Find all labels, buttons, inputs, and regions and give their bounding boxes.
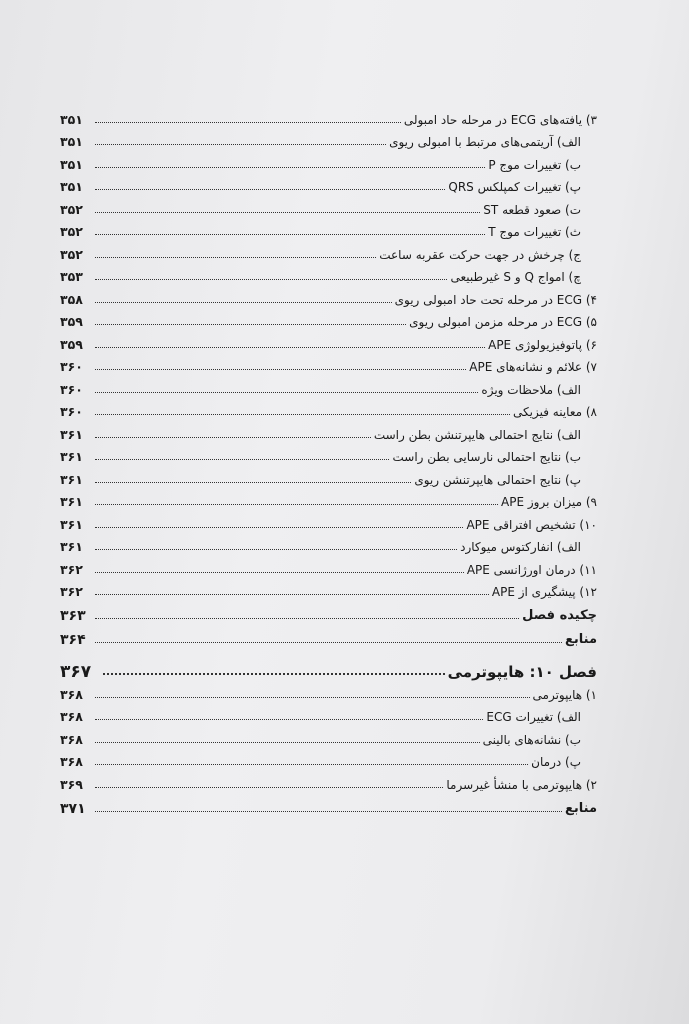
dot-leader bbox=[95, 742, 480, 743]
toc-entry-title: ۳) یافته‌های ECG در مرحله حاد امبولی bbox=[403, 112, 597, 127]
dot-leader bbox=[95, 787, 443, 788]
dot-leader bbox=[95, 212, 480, 213]
dot-leader bbox=[95, 437, 371, 438]
toc-entry bbox=[60, 599, 597, 623]
toc-entry-title: ۱۰) تشخیص افتراقی APE bbox=[466, 517, 597, 532]
toc-entry-page-number: ۳۵۸ bbox=[60, 291, 83, 307]
toc-entry bbox=[60, 172, 597, 195]
toc-entry-title: ب) نتایج احتمالی نارسایی بطن راست bbox=[392, 450, 581, 464]
toc-entry-title: ت) صعود قطعه ST bbox=[483, 202, 581, 217]
toc-entry-page-number: ۳۵۲ bbox=[60, 246, 83, 262]
toc-entry-page-number: ۳۵۱ bbox=[60, 179, 83, 194]
toc-entry-page-number: ۳۵۹ bbox=[60, 336, 83, 352]
dot-leader bbox=[95, 122, 401, 123]
chapter-heading-row bbox=[60, 647, 597, 682]
toc-entry bbox=[60, 419, 597, 442]
toc-entry bbox=[60, 747, 597, 770]
toc-entry-page-number: ۳۵۹ bbox=[60, 314, 83, 329]
dot-leader bbox=[95, 347, 485, 348]
toc-entry-title: ب) تغییرات موج P bbox=[488, 157, 581, 172]
toc-entry bbox=[60, 127, 597, 150]
toc-entry bbox=[60, 623, 597, 647]
dot-leader bbox=[95, 392, 478, 393]
toc-entry-title: ۹) میزان بروز APE bbox=[501, 495, 597, 509]
toc-entry bbox=[60, 104, 597, 127]
dot-leader bbox=[95, 764, 528, 765]
toc-entry-page-number: ۳۷۱ bbox=[60, 800, 86, 817]
toc-entry-title: چ) امواج Q و S غیرطبیعی bbox=[450, 270, 581, 284]
toc-entry-page-number: ۳۶۰ bbox=[60, 381, 83, 397]
toc-entry bbox=[60, 532, 597, 555]
toc-entry-title: چکیده فصل bbox=[522, 608, 597, 623]
toc-entry-title: ۷) علائم و نشانه‌های APE bbox=[469, 360, 597, 374]
toc-entry bbox=[60, 329, 597, 352]
toc-entry-title: الف) آریتمی‌های مرتبط با امبولی ریوی bbox=[389, 135, 581, 149]
toc-entry-page-number: ۳۶۸ bbox=[60, 754, 83, 769]
dot-leader bbox=[95, 302, 392, 303]
toc-entry bbox=[60, 464, 597, 487]
toc-entry-page-number: ۳۵۲ bbox=[60, 224, 83, 239]
toc-entry-page-number: ۳۶۴ bbox=[60, 632, 86, 648]
toc-entry-title: پ) نتایج احتمالی هایپرتنشن ریوی bbox=[414, 472, 581, 487]
toc-entry-page-number: ۳۶۱ bbox=[60, 516, 83, 532]
table-of-contents bbox=[60, 104, 597, 816]
toc-entry-page-number: ۳۶۰ bbox=[60, 359, 83, 374]
dot-leader bbox=[95, 504, 498, 505]
toc-entry-page-number: ۳۶۳ bbox=[60, 608, 86, 624]
toc-entry bbox=[60, 487, 597, 510]
dot-leader bbox=[95, 697, 530, 698]
toc-entry-page-number: ۳۶۱ bbox=[60, 449, 83, 464]
toc-entry-title: ۱۲) پیشگیری از APE bbox=[491, 585, 597, 599]
toc-entry bbox=[60, 284, 597, 307]
toc-entry-page-number: ۳۵۳ bbox=[60, 269, 83, 284]
toc-entry-page-number: ۳۵۱ bbox=[60, 156, 83, 172]
dot-leader bbox=[103, 673, 445, 675]
toc-entry-title: منابع bbox=[565, 800, 597, 816]
dot-leader bbox=[95, 618, 519, 619]
toc-entry-page-number: ۳۶۱ bbox=[60, 494, 83, 509]
toc-entry bbox=[60, 217, 597, 240]
toc-entry-title: منابع bbox=[565, 632, 597, 647]
toc-entry bbox=[60, 577, 597, 600]
toc-entry-title: ۱) هایپوترمی bbox=[532, 687, 597, 702]
toc-entry-page-number: ۳۶۸ bbox=[60, 686, 83, 702]
toc-entry-page-number: ۳۶۱ bbox=[60, 471, 83, 487]
dot-leader bbox=[95, 257, 376, 258]
toc-entry-title: ۴) ECG در مرحله تحت حاد امبولی ریوی bbox=[394, 292, 597, 307]
toc-entry bbox=[60, 397, 597, 420]
toc-entry-title: ۱۱) درمان اورژانسی APE bbox=[466, 562, 597, 577]
toc-entry bbox=[60, 792, 597, 816]
toc-entry bbox=[60, 769, 597, 792]
dot-leader bbox=[95, 369, 466, 370]
toc-entry-page-number: ۳۶۸ bbox=[60, 731, 83, 747]
toc-entry bbox=[60, 239, 597, 262]
toc-entry-title: فصل ۱۰: هایپوترمی bbox=[447, 663, 597, 681]
toc-entry bbox=[60, 509, 597, 532]
toc-entry bbox=[60, 307, 597, 330]
toc-entry-page-number: ۳۶۷ bbox=[60, 662, 92, 682]
dot-leader bbox=[95, 527, 463, 528]
toc-entry bbox=[60, 352, 597, 375]
dot-leader bbox=[95, 234, 485, 235]
toc-entry-title: الف) نتایج احتمالی هایپرتنشن بطن راست bbox=[373, 427, 581, 442]
dot-leader bbox=[95, 279, 447, 280]
dot-leader bbox=[95, 144, 386, 145]
toc-entry-page-number: ۳۵۲ bbox=[60, 201, 83, 217]
toc-entry bbox=[60, 679, 597, 702]
dot-leader bbox=[95, 719, 483, 720]
dot-leader bbox=[95, 482, 411, 483]
toc-entry bbox=[60, 554, 597, 577]
dot-leader bbox=[95, 811, 562, 812]
toc-entry-page-number: ۳۶۹ bbox=[60, 776, 83, 792]
toc-entry bbox=[60, 262, 597, 285]
toc-entry-page-number: ۳۵۱ bbox=[60, 111, 83, 127]
dot-leader bbox=[95, 414, 510, 415]
toc-entry-title: ۲) هایپوترمی با منشأ غیرسرما bbox=[446, 777, 597, 792]
dot-leader bbox=[95, 642, 562, 643]
dot-leader bbox=[95, 459, 389, 460]
dot-leader bbox=[95, 189, 445, 190]
toc-entry bbox=[60, 442, 597, 465]
dot-leader bbox=[95, 324, 406, 325]
toc-entry-title: پ) درمان bbox=[531, 755, 581, 769]
toc-entry-title: ۸) معاینه فیزیکی bbox=[513, 405, 597, 419]
toc-entry bbox=[60, 149, 597, 172]
toc-entry-title: ۵) ECG در مرحله مزمن امبولی ریوی bbox=[409, 315, 597, 329]
toc-entry bbox=[60, 702, 597, 725]
toc-entry-page-number: ۳۶۲ bbox=[60, 561, 83, 577]
dot-leader bbox=[95, 594, 489, 595]
toc-entry-page-number: ۳۶۱ bbox=[60, 539, 83, 554]
toc-entry-title: ج) چرخش در جهت حرکت عقربه ساعت bbox=[379, 247, 581, 262]
toc-entry bbox=[60, 724, 597, 747]
toc-entry-page-number: ۳۶۲ bbox=[60, 584, 83, 599]
toc-entry-page-number: ۳۶۸ bbox=[60, 709, 83, 724]
toc-entry-title: الف) ملاحظات ویژه bbox=[481, 382, 581, 397]
toc-entry-page-number: ۳۶۱ bbox=[60, 426, 83, 442]
toc-entry-title: ث) تغییرات موج T bbox=[488, 225, 581, 239]
toc-entry bbox=[60, 194, 597, 217]
toc-entry-title: پ) تغییرات کمپلکس QRS bbox=[448, 180, 581, 194]
toc-entry-title: ۶) پاتوفیزیولوژی APE bbox=[488, 337, 597, 352]
dot-leader bbox=[95, 167, 485, 168]
toc-entry-page-number: ۳۶۰ bbox=[60, 404, 83, 419]
toc-entry-title: الف) انفارکتوس میوکارد bbox=[460, 540, 581, 554]
toc-entry-page-number: ۳۵۱ bbox=[60, 134, 83, 149]
dot-leader bbox=[95, 549, 457, 550]
toc-entry-title: الف) تغییرات ECG bbox=[486, 710, 581, 724]
toc-entry-title: ب) نشانه‌های بالینی bbox=[482, 732, 581, 747]
dot-leader bbox=[95, 572, 464, 573]
toc-entry bbox=[60, 374, 597, 397]
